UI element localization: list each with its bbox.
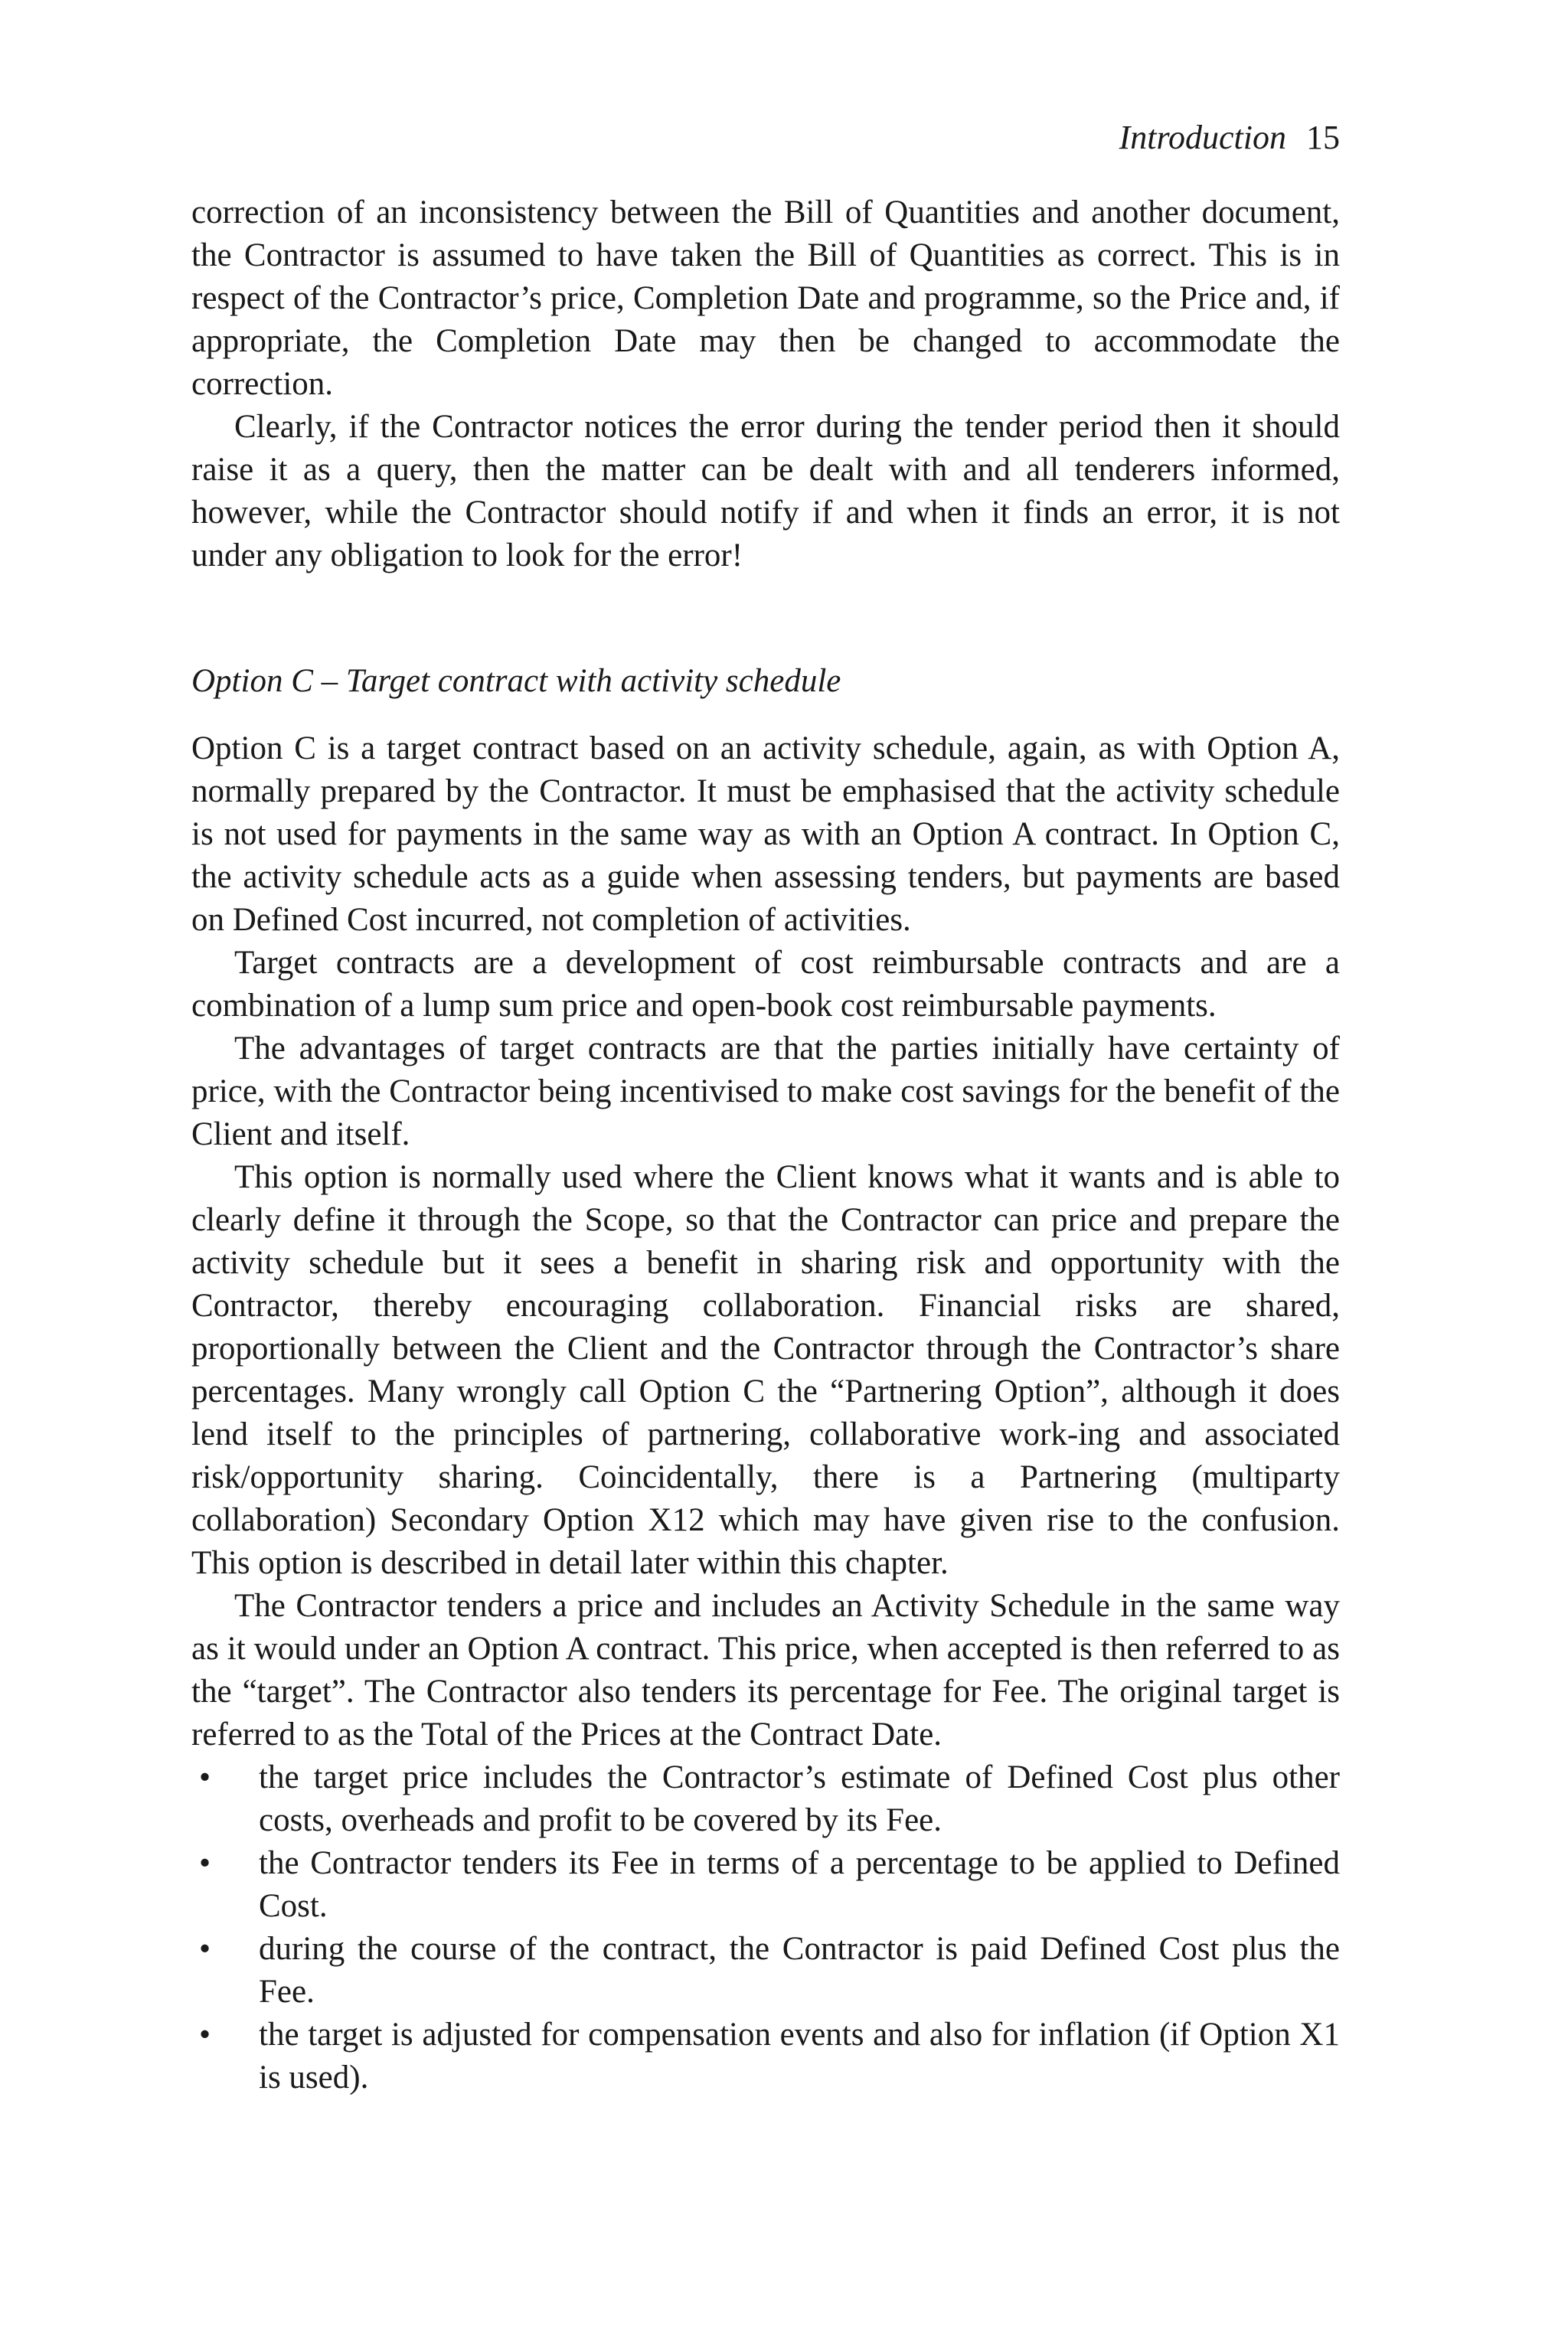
- body-paragraph: The advantages of target contracts are that the parties initially have certainty of price, with the Contractor being incentivised to make cost savings for the benefit of the Client and itself.: [191, 1031, 1340, 1152]
- body-paragraph: The Contractor tenders a price and includes an Activity Schedule in the same way as it would under an Option A contract. This price, when accepted is then referred to as the “target”. The Contractor also tenders its percentage for Fee. The original target is referred to as the Total of the Prices at the Contract Date.: [191, 1588, 1340, 1753]
- bullet-icon: •: [199, 1759, 211, 1795]
- bullet-icon: •: [199, 1845, 211, 1881]
- bullet-icon: •: [199, 2017, 211, 2053]
- bullet-text: during the course of the contract, the Contractor is paid Defined Cost plus the Fee.: [259, 1931, 1340, 2010]
- body-paragraph: Option C is a target contract based on an activity schedule, again, as with Option A, normally prepared by the Contractor. It must be emphasised that the activity schedule is not used for payments in the same way as with an Option A contract. In Option C, the activity schedule acts as a guide when assessing tenders, but payments are based on Defined Cost incurred, not completion of activities.: [191, 730, 1340, 938]
- bullet-icon: •: [199, 1931, 211, 1967]
- section-heading: Option C – Target contract with activity schedule: [191, 663, 841, 699]
- book-page: [191, 115, 1340, 2099]
- bullet-text: the Contractor tenders its Fee in terms of a percentage to be applied to Defined Cost.: [259, 1845, 1340, 1924]
- bullet-item: [191, 2014, 1340, 2099]
- running-head-title: Introduction: [1119, 119, 1286, 156]
- bullet-text: the target is adjusted for compensation events and also for inflation (if Option X1 is used).: [259, 2017, 1340, 2096]
- body-paragraph: Target contracts are a development of cost reimbursable contracts and are a combination of a lump sum price and open-book cost reimbursable payments.: [191, 945, 1340, 1024]
- running-head: [191, 115, 1340, 161]
- bullet-item: [191, 1928, 1340, 2014]
- body-paragraph: This option is normally used where the Client knows what it wants and is able to clearly define it through the Scope, so that the Contractor can price and prepare the activity schedule but it sees a benefit in sharing risk and opportunity with the Contractor, thereby encouraging collaboration. Financial risks are shared, proportionally between the Client and the Contractor through the Contractor’s share percentages. Many wrongly call Option C the “Partnering Option”, although it does lend itself to the principles of partnering, collaborative work-ing and associated risk/opportunity sharing. Coincidentally, there is a Partnering (multiparty collaboration) Secondary Option X12 which may have given rise to the confusion. This option is described in detail later within this chapter.: [191, 1159, 1340, 1581]
- page-number: 15: [1306, 119, 1340, 156]
- body-paragraph: Clearly, if the Contractor notices the error during the tender period then it should raise it as a query, then the matter can be dealt with and all tenderers informed, however, while the Contractor should notify if and when it finds an error, it is not under any obligation to look for the error!: [191, 409, 1340, 573]
- bullet-list: [191, 1756, 1340, 2099]
- bullet-item: [191, 1842, 1340, 1928]
- bullet-item: [191, 1756, 1340, 1842]
- body-paragraph: correction of an inconsistency between the Bill of Quantities and another document, the Contractor is assumed to have taken the Bill of Quantities as correct. This is in respect of the Contractor’s price, Completion Date and programme, so the Price and, if appropriate, the Completion Date may then be changed to accommodate the correction.: [191, 194, 1340, 402]
- bullet-text: the target price includes the Contractor’s estimate of Defined Cost plus other costs, overheads and profit to be covered by its Fee.: [259, 1759, 1340, 1838]
